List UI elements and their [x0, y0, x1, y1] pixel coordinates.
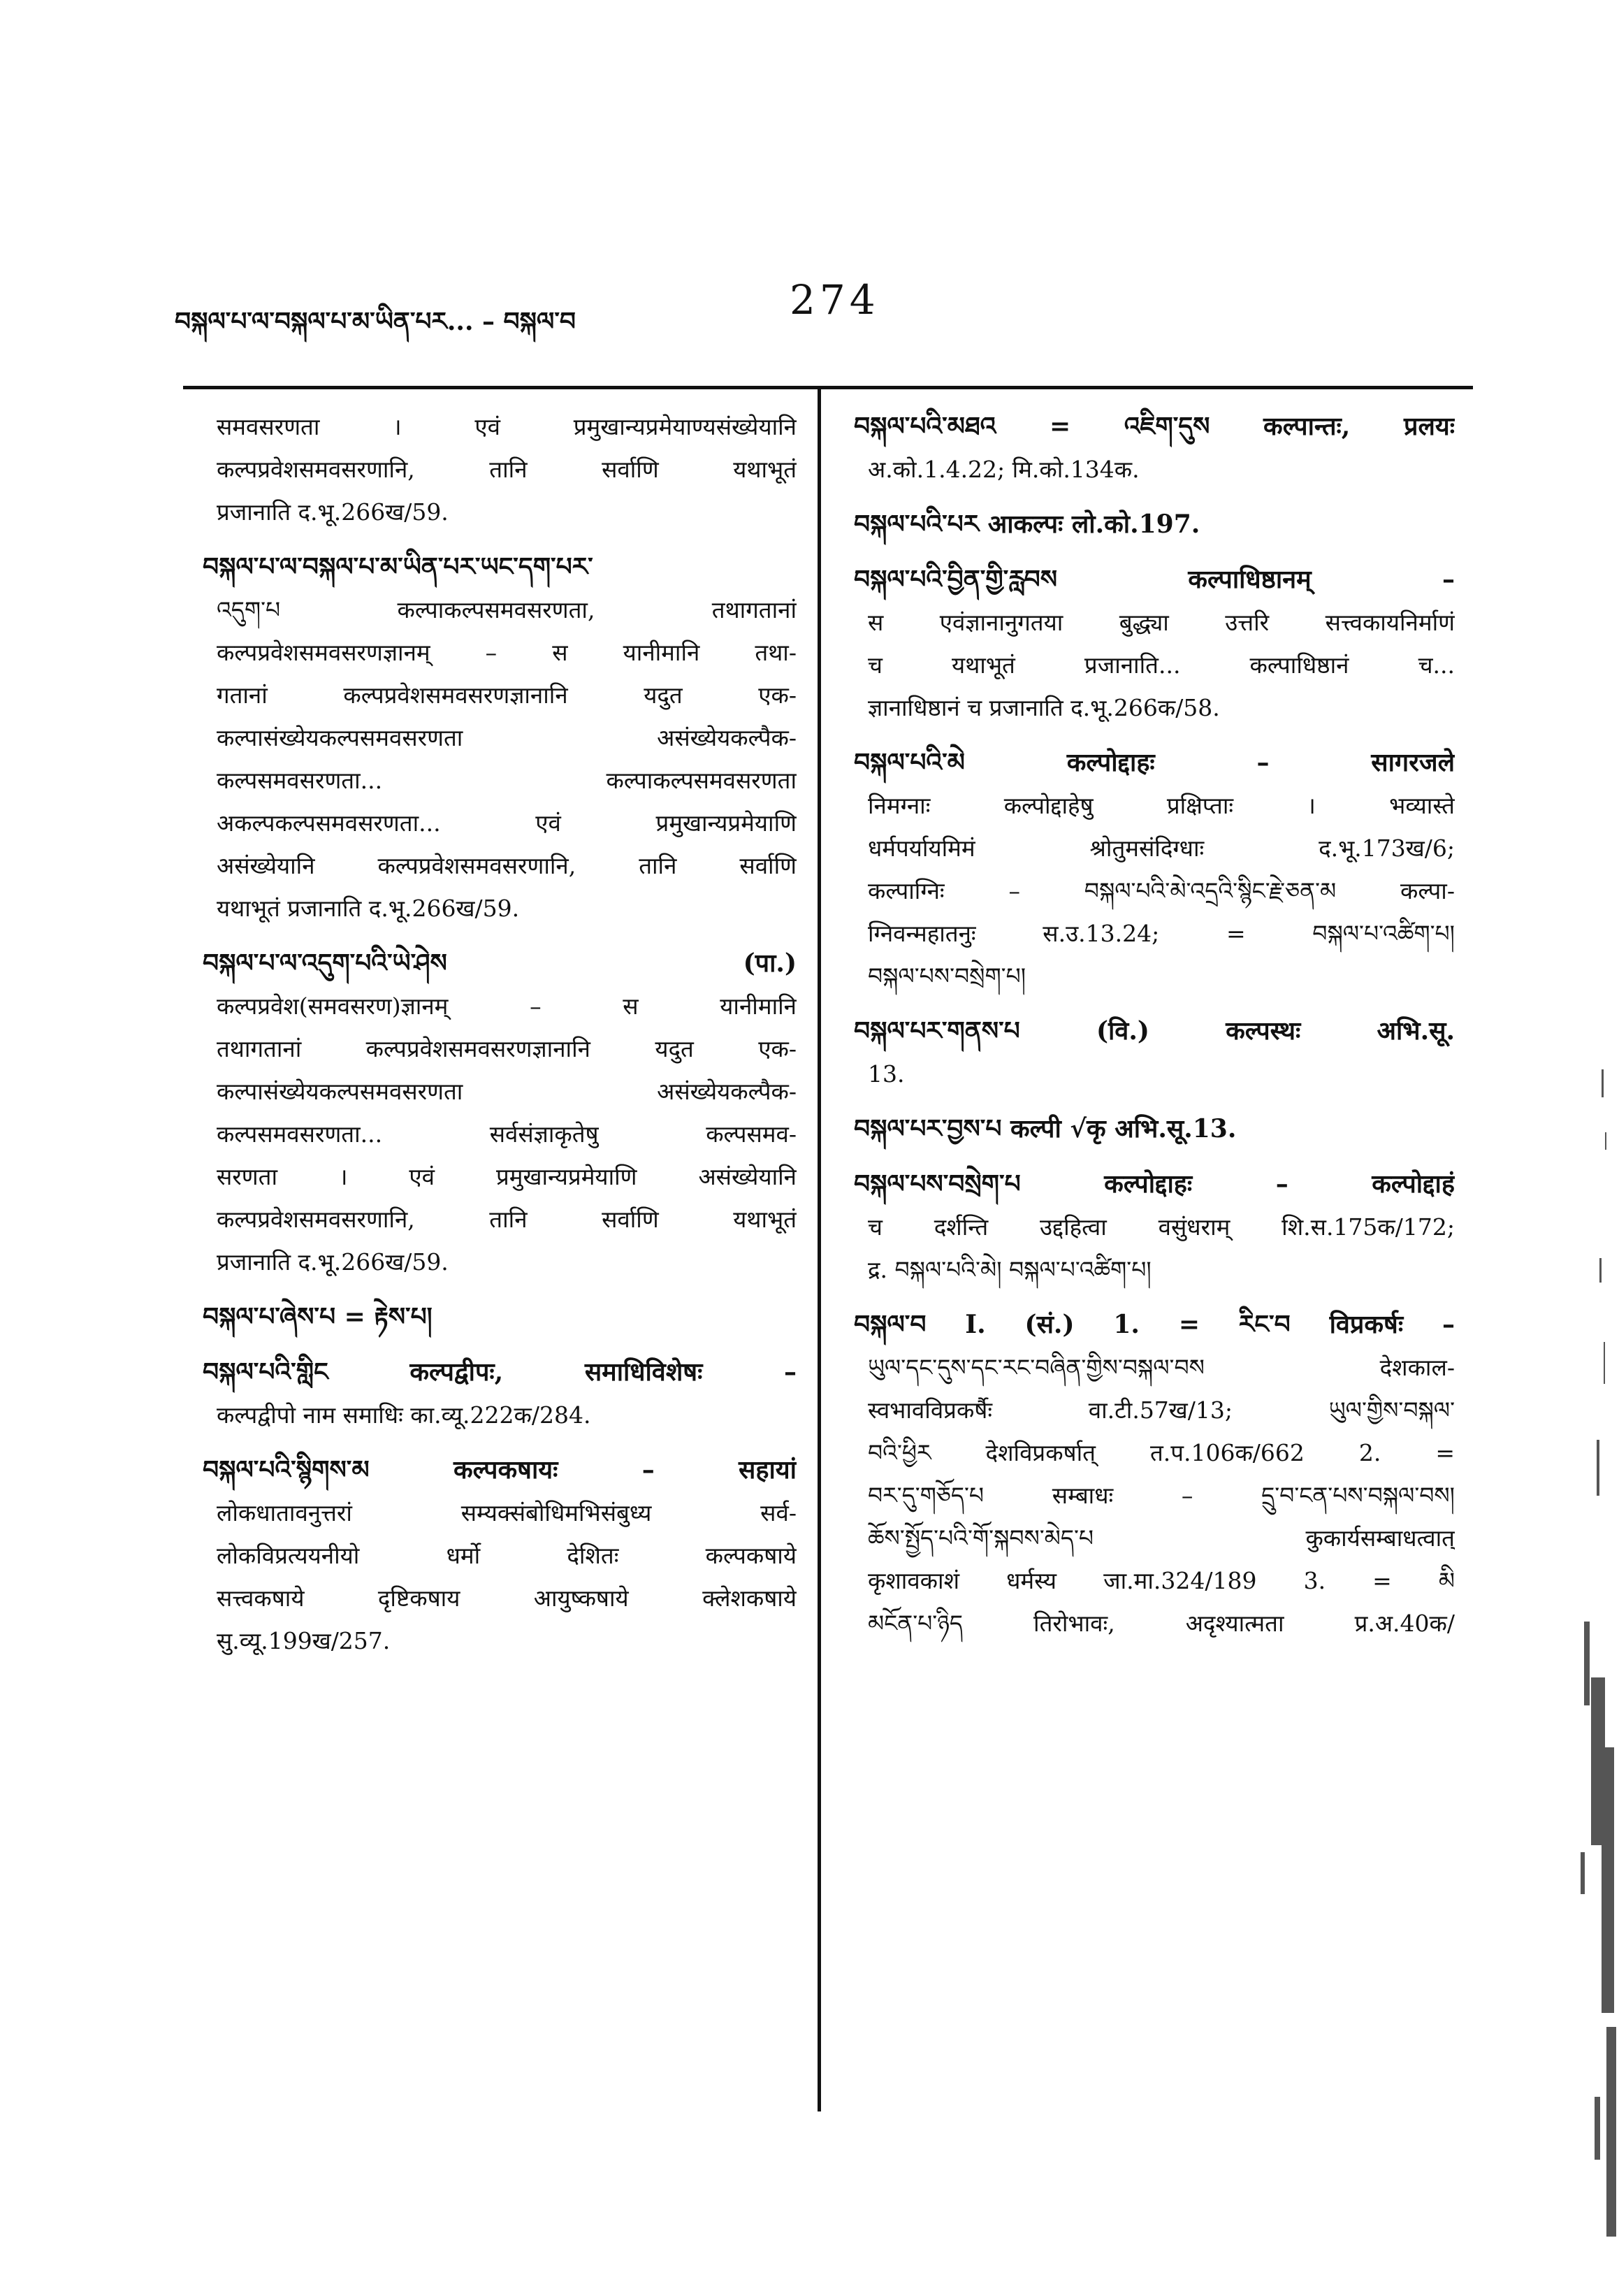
entry-gap	[854, 1150, 1455, 1163]
entry-text-line: འདུག་པ कल्पाकल्पसमवसरणता, तथागतानां	[217, 596, 797, 623]
entry-text-line: द्र. བསྐལ་པའི་མེ། བསྐལ་པ་འཚིག་པ།	[868, 1256, 1152, 1283]
entry-text-line: བསྐལ་པས་བསྲེག་པ།	[868, 962, 1026, 990]
entry-text-line: ग्निवन्महातनुः स.उ.13.24; = བསྐལ་པ་འཚིག་པ།	[868, 920, 1455, 947]
entry-text-line: कल्पासंख्येयकल्पसमवसरणता असंख्येयकल्पैक-	[217, 724, 797, 751]
entry-text-line: कल्पासंख्येयकल्पसमवसरणता असंख्येयकल्पैक-	[217, 1078, 797, 1105]
entry-text-line: प्रजानाति द.भू.266ख/59.	[217, 498, 449, 526]
scan-edge-artifact	[1563, 1048, 1619, 2279]
entry-text-line: བར་དུ་གཅོད་པ सम्बाधः – དྲུ་བ་ངན་པས་བསྐལ་བས།	[868, 1482, 1455, 1509]
entry-gap	[854, 546, 1455, 558]
entry-text-line: 13.	[868, 1060, 905, 1088]
entry-text-line: कल्पप्रवेश(समवसरण)ज्ञानम् – स यानीमानि	[217, 992, 797, 1020]
entry-gap	[854, 729, 1455, 742]
entry-text-line: च दर्शन्ति उद्दहित्वा वसुंधराम् शि.स.175क/172;	[868, 1213, 1455, 1241]
entry-text-line: स्वभावविप्रकर्षैः वा.टी.57ख/13; ཡུལ་གྱིས་བསྐལ་	[868, 1396, 1455, 1424]
entry-headword-line: བསྐལ་པའི་བྱིན་གྱི་རླབས कल्पाधिष्ठानम् –	[854, 565, 1455, 594]
entry-headword-line: བསྐལ་པ་ཞེས་པ = རྟེས་པ།	[203, 1302, 433, 1331]
entry-text-line: མངོན་པ་ཉིད तिरोभावः, अदृश्यात्मता प्र.अ.40क/	[868, 1610, 1455, 1637]
entry-headword-line: བསྐལ་པའི་སྙིགས་མ कल्पकषायः – सहायां	[203, 1455, 797, 1485]
entry-text-line: कल्पप्रवेशसमवसरणज्ञानम् – स यानीमानि तथा-	[217, 639, 797, 666]
entry-headword-line: བསྐལ་བ I. (सं.) 1. = རིང་བ विप्रकर्षः –	[854, 1310, 1455, 1339]
page-header	[175, 276, 880, 339]
entry-text-line: ཡུལ་དང་དུས་དང་རང་བཞིན་གྱིས་བསྐལ་བས देशकाल-	[868, 1354, 1455, 1381]
entry-gap	[203, 930, 797, 942]
entry-text-line: कल्पाग्निः – བསྐལ་པའི་མེ་འདྲའི་སྙིང་རྗེ་ཅན་མ कल्पा-	[868, 877, 1455, 904]
entry-text-line: सत्त्वकषाये दृष्टिकषाय आयुष्कषाये क्लेशकषाये	[217, 1584, 797, 1612]
column-divider	[818, 389, 821, 2111]
entry-text-line: समवसरणता । एवं प्रमुखान्यप्रमेयाण्यसंख्येयानि	[217, 413, 797, 440]
entry-text-line: असंख्येयानि कल्पप्रवेशसमवसरणानि, तानि सर्वाणि	[217, 852, 797, 879]
entry-headword-line: བསྐལ་པ་ལ་འདུག་པའི་ཡེ་ཤེས (पा.)	[203, 948, 797, 978]
entry-text-line: अ.को.1.4.22; मि.को.134क.	[868, 456, 1140, 483]
entry-gap	[203, 1436, 797, 1449]
entry-text-line: निमग्नाः कल्पोद्दाहेषु प्रक्षिप्ताः । भव्यास्ते	[868, 792, 1455, 819]
entry-text-line: ज्ञानाधिष्ठानं च प्रजानाति द.भू.266क/58.	[868, 694, 1220, 721]
entry-headword-line: བསྐལ་པའི་པར आकल्पः लो.को.197.	[854, 510, 1200, 539]
header-rule	[183, 386, 1473, 389]
entry-text-line: स एवंज्ञानानुगतया बुद्ध्या उत्तरि सत्त्वकायनिर्माणं	[868, 609, 1455, 636]
entry-headword-line: བསྐལ་པའི་མེ कल्पोद्दाहः – सागरजले	[854, 748, 1455, 777]
entry-text-line: प्रजानाति द.भू.266ख/59.	[217, 1248, 449, 1276]
entry-text-line: यथाभूतं प्रजानाति द.भू.266ख/59.	[217, 895, 520, 922]
entry-text-line: लोकधातावनुत्तरां सम्यक्संबोधिमभिसंबुध्य सर्व-	[217, 1499, 797, 1526]
entry-text-line: गतानां कल्पप्रवेशसमवसरणज्ञानानि यदुत एक-	[217, 681, 797, 709]
entry-headword-line: བསྐལ་པས་བསྲེག་པ कल्पोद्दाहः – कल्पोद्दाहं	[854, 1169, 1455, 1199]
entry-text-line: कल्पसमवसरणता... कल्पाकल्पसमवसरणता	[217, 767, 797, 794]
page-number: 274	[790, 276, 880, 324]
entry-text-line: कल्पसमवसरणता... सर्वसंज्ञाकृतेषु कल्पसमव-	[217, 1120, 797, 1148]
entry-gap	[203, 1338, 797, 1351]
right-column	[854, 405, 1455, 1645]
entry-gap	[854, 997, 1455, 1010]
entry-gap	[854, 1095, 1455, 1108]
entry-gap	[203, 1283, 797, 1296]
entry-text-line: कल्पद्वीपो नाम समाधिः का.व्यू.222क/284.	[217, 1401, 591, 1429]
entry-headword-line: བསྐལ་པར་གནས་པ (वि.) कल्पस्थः अभि.सू.	[854, 1016, 1455, 1046]
entry-text-line: कृशावकाशं धर्मस्य जा.मा.324/189 3. = མི	[868, 1567, 1455, 1594]
entry-text-line: अकल्पकल्पसमवसरणता... एवं प्रमुखान्यप्रमेयाणि	[217, 809, 797, 837]
entry-gap	[854, 1291, 1455, 1304]
entry-text-line: ཆོས་སྤྱོད་པའི་གོ་སྐབས་མེད་པ कुकार्यसम्बाधत्वात्	[868, 1524, 1455, 1552]
entry-text-line: धर्मपर्यायमिमं श्रोतुमसंदिग्धाः द.भू.173ख/6;	[868, 835, 1455, 862]
entry-headword-line: བསྐལ་པར་བྱས་པ कल्पी √कृ अभि.सू.13.	[854, 1114, 1237, 1143]
entry-headword-line: བསྐལ་པའི་མཐའ = འཇིག་དུས कल्पान्तः, प्रलयः	[854, 412, 1455, 441]
entry-text-line: सरणता । एवं प्रमुखान्यप्रमेयाणि असंख्येयानि	[217, 1163, 797, 1190]
entry-text-line: सु.व्यू.199ख/257.	[217, 1627, 391, 1654]
entry-text-line: लोकविप्रत्ययनीयो धर्मो देशितः कल्पकषाये	[217, 1542, 797, 1569]
entry-gap	[854, 491, 1455, 503]
entry-text-line: བའི་ཕྱིར देशविप्रकर्षात् त.प.106क/662 2. =	[868, 1439, 1455, 1466]
left-column	[203, 405, 797, 1662]
entry-text-line: तथागतानां कल्पप्रवेशसमवसरणज्ञानानि यदुत एक-	[217, 1035, 797, 1062]
entry-text-line: च यथाभूतं प्रजानाति... कल्पाधिष्ठानं च...	[868, 651, 1455, 679]
entry-text-line: कल्पप्रवेशसमवसरणानि, तानि सर्वाणि यथाभूतं	[217, 1206, 797, 1233]
entry-gap	[203, 533, 797, 546]
running-head: བསྐལ་པ་ལ་བསྐལ་པ་མ་ཡིན་པར... – བསྐལ་བ	[175, 307, 576, 336]
entry-text-line: कल्पप्रवेशसमवसरणानि, तानि सर्वाणि यथाभूतं	[217, 456, 797, 483]
entry-headword-line: བསྐལ་པའི་གླིང कल्पद्वीपः, समाधिविशेषः –	[203, 1357, 797, 1387]
entry-headword-line: བསྐལ་པ་ལ་བསྐལ་པ་མ་ཡིན་པར་ཡང་དག་པར་	[203, 552, 593, 582]
